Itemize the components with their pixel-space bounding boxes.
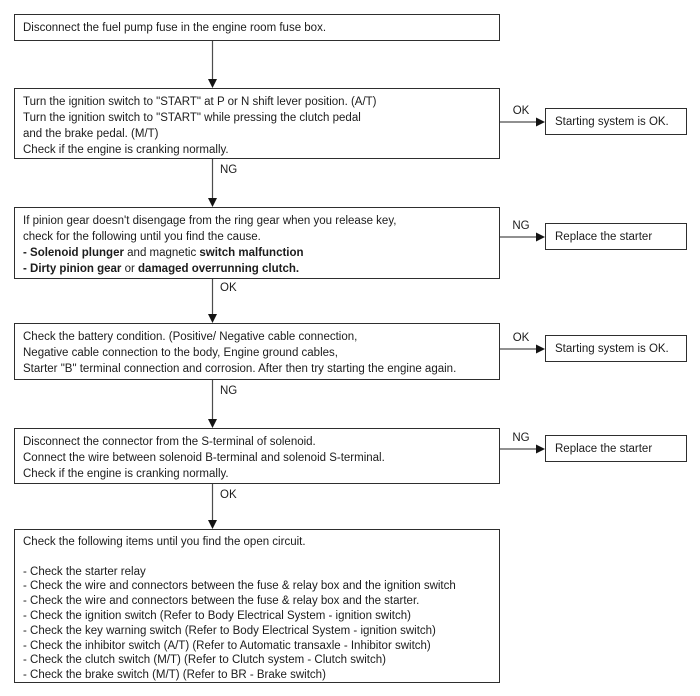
bold-text-segment: - Dirty pinion gear	[23, 263, 122, 275]
step-text-line: Check if the engine is cranking normally.	[23, 144, 229, 156]
step-solenoid-jumper-check	[14, 428, 500, 484]
step-text-line: Starter "B" terminal connection and corrosion. After then try starting the engine again.	[23, 363, 457, 375]
edge-label-ng-1: NG	[220, 164, 238, 176]
result-replace-starter-1	[545, 223, 687, 250]
result-replace-starter-2	[545, 435, 687, 462]
branch-label-ng-2: NG	[512, 432, 530, 444]
step-text-line: Connect the wire between solenoid B-terminal and solenoid S-terminal.	[23, 452, 385, 464]
edge-label-ng-2: NG	[220, 385, 238, 397]
checklist-item: - Check the clutch switch (M/T) (Refer to Clutch system - Clutch switch)	[23, 654, 386, 667]
result-text: Replace the starter	[555, 230, 653, 243]
step-text-line: Check if the engine is cranking normally.	[23, 468, 229, 480]
bold-text-segment: switch malfunction	[199, 247, 304, 259]
step-text-line: and the brake pedal. (M/T)	[23, 128, 159, 140]
step-text-line: Turn the ignition switch to "START" at P or N shift lever position. (A/T)	[23, 96, 377, 108]
checklist-heading: Check the following items until you find the open circuit.	[23, 536, 306, 548]
checklist-item: - Check the wire and connectors between the fuse & relay box and the starter.	[23, 595, 420, 608]
step-text-line: Check the battery condition. (Positive/ Negative cable connection,	[23, 331, 358, 343]
checklist-item: - Check the ignition switch (Refer to Body Electrical System - ignition switch)	[23, 609, 411, 622]
checklist-item: - Check the brake switch (M/T) (Refer to BR - Brake switch)	[23, 669, 326, 682]
result-starting-system-ok-1	[545, 108, 687, 135]
result-text: Replace the starter	[555, 442, 653, 455]
checklist-item: - Check the starter relay	[23, 565, 146, 578]
text-segment: or	[121, 263, 139, 275]
checklist-item: - Check the inhibitor switch (A/T) (Refer to Automatic transaxle - Inhibitor switch)	[23, 639, 431, 652]
step-text-line: Disconnect the connector from the S-terminal of solenoid.	[23, 436, 316, 448]
step-disconnect-fuel-pump-fuse	[14, 14, 500, 41]
result-text: Starting system is OK.	[555, 115, 669, 128]
step-text-line: Negative cable connection to the body, Engine ground cables,	[23, 347, 338, 359]
branch-label-ng-1: NG	[512, 220, 530, 232]
step-text-line	[23, 245, 491, 261]
branch-label-ok-2: OK	[512, 332, 530, 344]
blank-line	[23, 550, 491, 565]
text-segment: and magnetic	[123, 247, 200, 259]
step-text-line: Disconnect the fuel pump fuse in the engine room fuse box.	[23, 22, 327, 34]
step-text-line: check for the following until you find the cause.	[23, 231, 261, 243]
edge-label-ok-1: OK	[220, 282, 237, 294]
step-text-line	[23, 261, 491, 277]
checklist-item: - Check the key warning switch (Refer to Body Electrical System - ignition switch)	[23, 624, 436, 637]
step-open-circuit-checklist	[14, 529, 500, 683]
step-battery-condition-check	[14, 323, 500, 380]
step-ignition-start-check	[14, 88, 500, 159]
bold-text-segment: damaged overrunning clutch.	[138, 263, 300, 275]
checklist-item: - Check the wire and connectors between the fuse & relay box and the ignition switch	[23, 580, 456, 593]
step-pinion-gear-check	[14, 207, 500, 279]
result-starting-system-ok-2	[545, 335, 687, 362]
branch-label-ok-1: OK	[512, 105, 530, 117]
result-text: Starting system is OK.	[555, 342, 669, 355]
edge-label-ok-2: OK	[220, 489, 237, 501]
step-text-line: If pinion gear doesn't disengage from the ring gear when you release key,	[23, 215, 397, 227]
bold-text-segment: - Solenoid plunger	[23, 247, 124, 259]
step-text-line: Turn the ignition switch to "START" while pressing the clutch pedal	[23, 112, 361, 124]
